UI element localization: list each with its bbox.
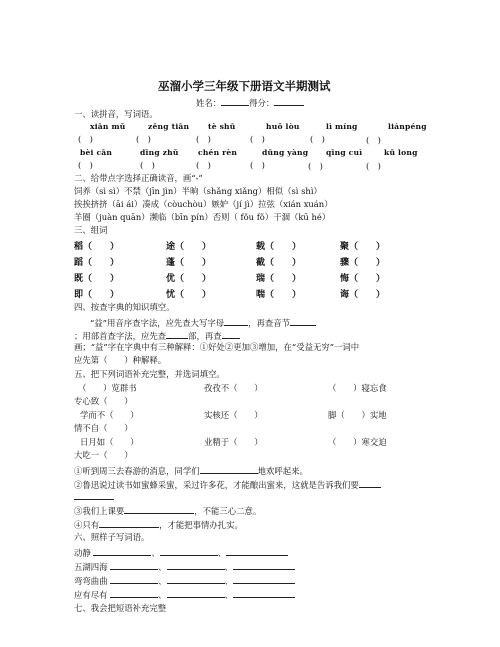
pinyin-2: zēng tiān [148, 122, 190, 131]
score-label: 得分： [249, 98, 275, 108]
score-blank[interactable] [274, 96, 304, 106]
dict-line-2: ；用部首查字法，应先查 部，再查 [74, 329, 240, 342]
page-title: 巫溜小学三年级下册语文半期测试 [158, 79, 331, 93]
section-1-title: 一、读拼音，写词语。 [74, 109, 158, 119]
section-2-title: 二、给带点字选择正确读音，画“-” [74, 173, 203, 183]
dict-line-4: 应先第（ ）种解释。 [74, 355, 167, 365]
blank[interactable] [93, 546, 151, 556]
idiom[interactable]: 情不自（ ） [74, 423, 133, 433]
answer-box[interactable]: ( ) [310, 134, 325, 144]
blank[interactable] [160, 546, 218, 556]
pinyin-1: xiān mǔ [90, 122, 126, 131]
blank[interactable] [359, 478, 381, 488]
dict-line-1: “益”用音序查字法，应先查大写字母 ，再查音节 [90, 316, 316, 329]
pinyin-12: kū long [384, 148, 418, 157]
name-blank[interactable] [221, 96, 249, 106]
answer-box[interactable]: ( ) [196, 160, 211, 170]
word-cell[interactable]: 聚（ ） [340, 242, 386, 252]
blank[interactable] [110, 588, 158, 598]
pattern-row: 弯弯曲曲 、 、 [74, 574, 295, 587]
word-cell[interactable]: 蹈（ ） [74, 258, 120, 268]
word-cell[interactable]: 既（ ） [74, 274, 120, 284]
answer-box[interactable]: ( ) [250, 134, 265, 144]
word-cell[interactable]: 优（ ） [166, 274, 212, 284]
blank[interactable] [99, 518, 159, 528]
pinyin-8: dīng zhǔ [140, 148, 179, 157]
word-cell[interactable]: 喘（ ） [256, 290, 302, 300]
answer-box[interactable]: ( ) [140, 160, 155, 170]
answer-box[interactable]: ( ) [250, 160, 265, 170]
idiom[interactable]: 实核还（ ） [204, 410, 263, 420]
blank[interactable] [233, 574, 295, 584]
word-cell[interactable]: 瑞（ ） [256, 274, 302, 284]
pinyin-10: dūng yàng [262, 148, 309, 157]
pattern-row: 应有尽有 、 、 [74, 588, 295, 601]
fill-sentence-1: ①听到周三去春游的消息，同学们 地欢呼起来。 [74, 466, 308, 476]
blank[interactable] [226, 546, 288, 556]
idiom[interactable]: （ ）览群书 [78, 383, 137, 393]
pinyin-6: liánpéng [388, 122, 427, 131]
idiom[interactable]: 脚（ ）实地 [328, 410, 387, 420]
blank[interactable] [110, 560, 158, 570]
idiom[interactable]: （ ）寝忘食 [328, 383, 387, 393]
idiom[interactable]: 孜孜不（ ） [204, 383, 263, 393]
blank[interactable] [124, 504, 194, 514]
pinyin-9: chén rèn [198, 148, 238, 157]
reading-line-3: 羊圈（juàn quān）濒临（bīn pín）否则（ fǒu fǒ）干涸（kū hé） [74, 212, 331, 222]
blank[interactable] [74, 490, 114, 500]
pinyin-5: lì míng [326, 122, 358, 131]
section-5-title: 五、把下列词语补充完整，并选词填空。 [74, 369, 225, 379]
section-6-title: 六、照样子写词语。 [74, 532, 150, 542]
fill-sentence-4: ④只有 ，才能把事情办扎实。 [74, 520, 243, 530]
blank[interactable] [290, 316, 316, 326]
section-4-title: 四、按查字典的知识填空。 [74, 302, 175, 312]
word-cell[interactable]: 忧（ ） [166, 290, 212, 300]
idiom[interactable]: 业精于（ ） [204, 437, 263, 447]
blank[interactable] [233, 588, 295, 598]
reading-line-2: 挨挨挤挤（āi ái）凑成（còuchòu）嫉妒（jí jì）拉弦（xián xuán） [74, 199, 333, 209]
answer-box[interactable]: ( ) [366, 161, 381, 171]
answer-box[interactable]: ( ) [78, 134, 93, 144]
answer-box[interactable]: ( ) [136, 134, 151, 144]
pinyin-7: bèi cān [80, 148, 113, 157]
word-cell[interactable]: 途（ ） [166, 242, 212, 252]
pattern-row: 动静 、 、 [74, 546, 288, 559]
idiom[interactable]: （ ）寒交迫 [328, 437, 387, 447]
word-cell[interactable]: 诲（ ） [340, 290, 386, 300]
blank[interactable] [167, 574, 225, 584]
fill-sentence-2-cont [74, 490, 114, 503]
answer-box[interactable]: ( ) [78, 160, 93, 170]
blank[interactable] [166, 329, 188, 339]
blank[interactable] [200, 464, 258, 474]
blank[interactable] [167, 560, 225, 570]
pinyin-11: qīng cuì [326, 148, 363, 157]
word-cell[interactable]: 截（ ） [256, 258, 302, 268]
dict-line-3: 画；“益”字在字典中有三种解释：①好处②更加③增加，在“受益无穷”一词中 [74, 342, 360, 352]
section-7-title: 七、我会把短语补充完整 [74, 603, 167, 613]
fill-sentence-2: ②鲁迅说过读书如蜜蜂采蜜，采过许多花，才能酿出蜜来，这就是告诉我们要 [74, 478, 381, 491]
idiom[interactable]: 专心致（ ） [74, 396, 133, 406]
idiom[interactable]: 学而不（ ） [80, 410, 139, 420]
word-cell[interactable]: 即（ ） [74, 290, 120, 300]
idiom[interactable]: 大吃一（ ） [74, 450, 133, 460]
section-3-title: 三、组词 [74, 225, 108, 235]
word-cell[interactable]: 悔（ ） [340, 274, 386, 284]
pinyin-3: tè shū [208, 122, 236, 131]
name-score-line [196, 96, 304, 109]
word-cell[interactable]: 载（ ） [256, 242, 302, 252]
name-label: 姓名： [196, 98, 222, 108]
answer-box[interactable]: ( ) [308, 161, 323, 171]
answer-box[interactable]: ( ) [366, 135, 381, 145]
fill-sentence-3: ③我们上课要 ，不能三心二意。 [74, 506, 262, 516]
blank[interactable] [110, 574, 158, 584]
word-cell[interactable]: 蓬（ ） [166, 258, 212, 268]
blank[interactable] [233, 560, 295, 570]
pattern-row: 五湖四海 、 、 [74, 560, 295, 573]
blank[interactable] [224, 316, 248, 326]
answer-box[interactable]: ( ) [196, 134, 211, 144]
idiom[interactable]: 日月如（ ） [80, 437, 139, 447]
word-cell[interactable]: 稻（ ） [74, 242, 120, 252]
pinyin-4: huǒ lòu [266, 122, 300, 131]
reading-line-1: 饲养（sì sì）不禁（jīn jìn）半晌（shǎng xiǎng）相似（sì shì） [74, 186, 322, 196]
blank[interactable] [167, 588, 225, 598]
word-cell[interactable]: 骤（ ） [340, 258, 386, 268]
blank[interactable] [222, 329, 240, 339]
